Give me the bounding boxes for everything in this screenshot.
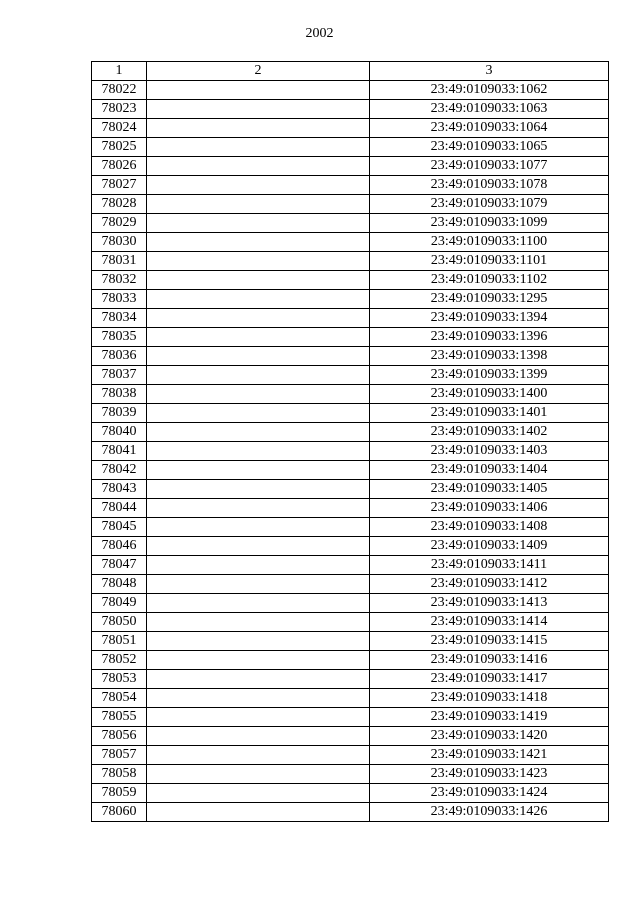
row-number-cell: 78025 bbox=[92, 138, 147, 157]
empty-cell bbox=[147, 575, 370, 594]
empty-cell bbox=[147, 499, 370, 518]
empty-cell bbox=[147, 423, 370, 442]
cadastral-number-cell: 23:49:0109033:1421 bbox=[370, 746, 609, 765]
cadastral-number-cell: 23:49:0109033:1420 bbox=[370, 727, 609, 746]
table-row bbox=[92, 556, 609, 575]
empty-cell bbox=[147, 385, 370, 404]
row-number-cell: 78057 bbox=[92, 746, 147, 765]
table-header bbox=[92, 62, 609, 81]
table-row bbox=[92, 385, 609, 404]
row-number-cell: 78022 bbox=[92, 81, 147, 100]
cadastral-number-cell: 23:49:0109033:1077 bbox=[370, 157, 609, 176]
cadastral-number-cell: 23:49:0109033:1414 bbox=[370, 613, 609, 632]
cadastral-number-cell: 23:49:0109033:1100 bbox=[370, 233, 609, 252]
table-row bbox=[92, 271, 609, 290]
row-number-cell: 78034 bbox=[92, 309, 147, 328]
row-number-cell: 78051 bbox=[92, 632, 147, 651]
row-number-cell: 78038 bbox=[92, 385, 147, 404]
table-row bbox=[92, 480, 609, 499]
empty-cell bbox=[147, 518, 370, 537]
table-row bbox=[92, 746, 609, 765]
cadastral-number-cell: 23:49:0109033:1400 bbox=[370, 385, 609, 404]
row-number-cell: 78045 bbox=[92, 518, 147, 537]
cadastral-number-cell: 23:49:0109033:1412 bbox=[370, 575, 609, 594]
row-number-cell: 78060 bbox=[92, 803, 147, 822]
row-number-cell: 78044 bbox=[92, 499, 147, 518]
empty-cell bbox=[147, 727, 370, 746]
row-number-cell: 78049 bbox=[92, 594, 147, 613]
cadastral-number-cell: 23:49:0109033:1419 bbox=[370, 708, 609, 727]
row-number-cell: 78050 bbox=[92, 613, 147, 632]
empty-cell bbox=[147, 252, 370, 271]
table-row bbox=[92, 803, 609, 822]
cadastral-number-cell: 23:49:0109033:1413 bbox=[370, 594, 609, 613]
row-number-cell: 78027 bbox=[92, 176, 147, 195]
table-row bbox=[92, 366, 609, 385]
empty-cell bbox=[147, 784, 370, 803]
empty-cell bbox=[147, 290, 370, 309]
table-row bbox=[92, 594, 609, 613]
row-number-cell: 78042 bbox=[92, 461, 147, 480]
table-row bbox=[92, 537, 609, 556]
cadastral-number-cell: 23:49:0109033:1394 bbox=[370, 309, 609, 328]
cadastral-number-cell: 23:49:0109033:1404 bbox=[370, 461, 609, 480]
table-row bbox=[92, 689, 609, 708]
empty-cell bbox=[147, 556, 370, 575]
empty-cell bbox=[147, 195, 370, 214]
empty-cell bbox=[147, 708, 370, 727]
cadastral-number-cell: 23:49:0109033:1424 bbox=[370, 784, 609, 803]
empty-cell bbox=[147, 404, 370, 423]
row-number-cell: 78024 bbox=[92, 119, 147, 138]
row-number-cell: 78059 bbox=[92, 784, 147, 803]
empty-cell bbox=[147, 81, 370, 100]
row-number-cell: 78030 bbox=[92, 233, 147, 252]
table-row bbox=[92, 328, 609, 347]
cadastral-number-cell: 23:49:0109033:1415 bbox=[370, 632, 609, 651]
table-row bbox=[92, 499, 609, 518]
cadastral-number-cell: 23:49:0109033:1401 bbox=[370, 404, 609, 423]
empty-cell bbox=[147, 442, 370, 461]
row-number-cell: 78055 bbox=[92, 708, 147, 727]
table-row bbox=[92, 461, 609, 480]
table-row bbox=[92, 632, 609, 651]
empty-cell bbox=[147, 347, 370, 366]
empty-cell bbox=[147, 176, 370, 195]
empty-cell bbox=[147, 689, 370, 708]
empty-cell bbox=[147, 480, 370, 499]
table-row bbox=[92, 214, 609, 233]
table-row bbox=[92, 727, 609, 746]
empty-cell bbox=[147, 328, 370, 347]
cadastral-number-cell: 23:49:0109033:1101 bbox=[370, 252, 609, 271]
table-row bbox=[92, 138, 609, 157]
empty-cell bbox=[147, 594, 370, 613]
cadastral-number-cell: 23:49:0109033:1065 bbox=[370, 138, 609, 157]
header-cell-2: 2 bbox=[147, 62, 370, 81]
empty-cell bbox=[147, 461, 370, 480]
table-row bbox=[92, 442, 609, 461]
row-number-cell: 78053 bbox=[92, 670, 147, 689]
cadastral-number-cell: 23:49:0109033:1078 bbox=[370, 176, 609, 195]
cadastral-number-cell: 23:49:0109033:1408 bbox=[370, 518, 609, 537]
table-body bbox=[92, 81, 609, 822]
table-row bbox=[92, 119, 609, 138]
table-row bbox=[92, 613, 609, 632]
row-number-cell: 78037 bbox=[92, 366, 147, 385]
cadastral-number-cell: 23:49:0109033:1406 bbox=[370, 499, 609, 518]
cadastral-number-cell: 23:49:0109033:1411 bbox=[370, 556, 609, 575]
cadastral-number-cell: 23:49:0109033:1403 bbox=[370, 442, 609, 461]
cadastral-number-cell: 23:49:0109033:1398 bbox=[370, 347, 609, 366]
row-number-cell: 78039 bbox=[92, 404, 147, 423]
cadastral-number-cell: 23:49:0109033:1409 bbox=[370, 537, 609, 556]
row-number-cell: 78035 bbox=[92, 328, 147, 347]
table-row bbox=[92, 784, 609, 803]
table-row bbox=[92, 252, 609, 271]
table-row bbox=[92, 404, 609, 423]
empty-cell bbox=[147, 537, 370, 556]
table-row bbox=[92, 347, 609, 366]
row-number-cell: 78056 bbox=[92, 727, 147, 746]
cadastral-number-cell: 23:49:0109033:1402 bbox=[370, 423, 609, 442]
row-number-cell: 78048 bbox=[92, 575, 147, 594]
row-number-cell: 78032 bbox=[92, 271, 147, 290]
table-row bbox=[92, 195, 609, 214]
row-number-cell: 78036 bbox=[92, 347, 147, 366]
cadastral-number-cell: 23:49:0109033:1396 bbox=[370, 328, 609, 347]
row-number-cell: 78041 bbox=[92, 442, 147, 461]
row-number-cell: 78054 bbox=[92, 689, 147, 708]
empty-cell bbox=[147, 271, 370, 290]
row-number-cell: 78033 bbox=[92, 290, 147, 309]
cadastral-number-cell: 23:49:0109033:1423 bbox=[370, 765, 609, 784]
table-row bbox=[92, 157, 609, 176]
cadastral-number-cell: 23:49:0109033:1064 bbox=[370, 119, 609, 138]
cadastral-number-cell: 23:49:0109033:1399 bbox=[370, 366, 609, 385]
empty-cell bbox=[147, 765, 370, 784]
cadastral-number-cell: 23:49:0109033:1418 bbox=[370, 689, 609, 708]
row-number-cell: 78043 bbox=[92, 480, 147, 499]
empty-cell bbox=[147, 632, 370, 651]
table-row bbox=[92, 765, 609, 784]
table-row bbox=[92, 309, 609, 328]
row-number-cell: 78029 bbox=[92, 214, 147, 233]
cadastral-number-cell: 23:49:0109033:1405 bbox=[370, 480, 609, 499]
empty-cell bbox=[147, 100, 370, 119]
row-number-cell: 78028 bbox=[92, 195, 147, 214]
empty-cell bbox=[147, 233, 370, 252]
empty-cell bbox=[147, 138, 370, 157]
table-row bbox=[92, 518, 609, 537]
table-row bbox=[92, 575, 609, 594]
row-number-cell: 78031 bbox=[92, 252, 147, 271]
table-row bbox=[92, 670, 609, 689]
cadastral-number-cell: 23:49:0109033:1295 bbox=[370, 290, 609, 309]
header-row bbox=[92, 62, 609, 81]
table-row bbox=[92, 81, 609, 100]
page-number: 2002 bbox=[305, 26, 334, 41]
row-number-cell: 78047 bbox=[92, 556, 147, 575]
cadastral-number-cell: 23:49:0109033:1102 bbox=[370, 271, 609, 290]
row-number-cell: 78058 bbox=[92, 765, 147, 784]
cadastral-number-cell: 23:49:0109033:1063 bbox=[370, 100, 609, 119]
table-row bbox=[92, 176, 609, 195]
cadastral-number-cell: 23:49:0109033:1099 bbox=[370, 214, 609, 233]
cadastral-number-cell: 23:49:0109033:1416 bbox=[370, 651, 609, 670]
empty-cell bbox=[147, 309, 370, 328]
table-row bbox=[92, 290, 609, 309]
table-row bbox=[92, 423, 609, 442]
cadastral-number-cell: 23:49:0109033:1417 bbox=[370, 670, 609, 689]
row-number-cell: 78046 bbox=[92, 537, 147, 556]
row-number-cell: 78026 bbox=[92, 157, 147, 176]
header-cell-3: 3 bbox=[370, 62, 609, 81]
cadastral-number-cell: 23:49:0109033:1426 bbox=[370, 803, 609, 822]
empty-cell bbox=[147, 670, 370, 689]
cadastral-number-cell: 23:49:0109033:1079 bbox=[370, 195, 609, 214]
empty-cell bbox=[147, 803, 370, 822]
table-row bbox=[92, 708, 609, 727]
header-cell-1: 1 bbox=[92, 62, 147, 81]
registry-table bbox=[91, 61, 609, 822]
row-number-cell: 78040 bbox=[92, 423, 147, 442]
empty-cell bbox=[147, 746, 370, 765]
empty-cell bbox=[147, 119, 370, 138]
cadastral-number-cell: 23:49:0109033:1062 bbox=[370, 81, 609, 100]
table-row bbox=[92, 651, 609, 670]
empty-cell bbox=[147, 366, 370, 385]
empty-cell bbox=[147, 157, 370, 176]
empty-cell bbox=[147, 613, 370, 632]
empty-cell bbox=[147, 651, 370, 670]
row-number-cell: 78052 bbox=[92, 651, 147, 670]
row-number-cell: 78023 bbox=[92, 100, 147, 119]
table-row bbox=[92, 233, 609, 252]
empty-cell bbox=[147, 214, 370, 233]
table-row bbox=[92, 100, 609, 119]
